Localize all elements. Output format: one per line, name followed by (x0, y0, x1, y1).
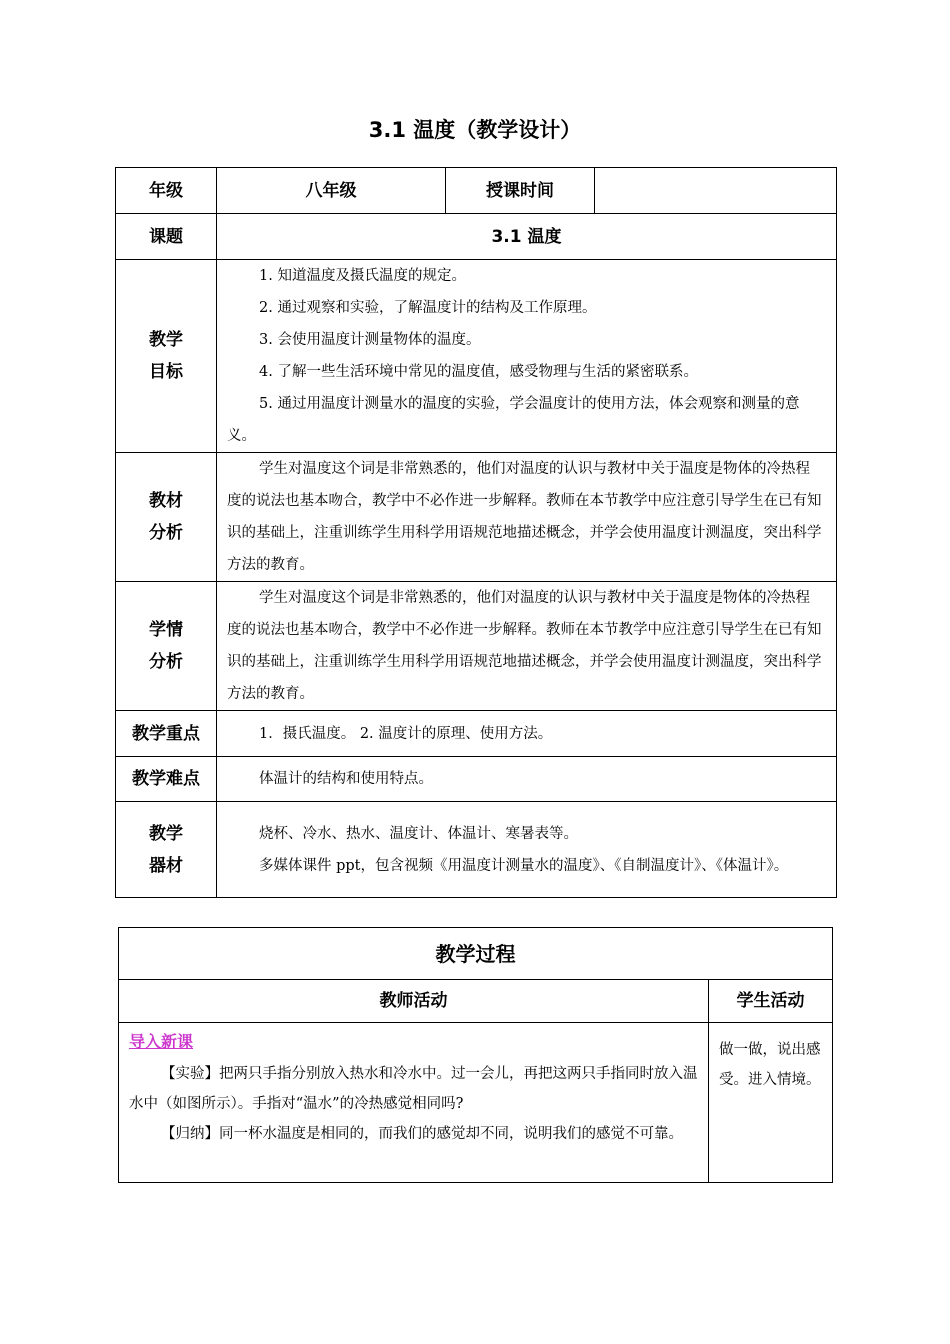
objectives-row (116, 260, 837, 453)
objective-item: 3. 会使用温度计测量物体的温度。 (259, 332, 481, 348)
student-analysis-text: 学生对温度这个词是非常熟悉的，他们对温度的认识与教材中关于温度是物体的冷热程度的说法也基本吻合，教学中不必作进一步解释。教师在本节教学中应注意引导学生在已有知识的基础上，注重训练学生用科学用语规范地描述概念，并学会使用温度计测温度，突出科学方法的教育。 (227, 590, 822, 702)
topic-label: 课题 (116, 214, 217, 260)
teaching-process-table (118, 927, 833, 1183)
grade-label: 年级 (116, 168, 217, 214)
teacher-activity-cell (119, 1023, 709, 1183)
objective-item: 2. 通过观察和实验，了解温度计的结构及工作原理。 (259, 300, 597, 316)
equipment-line: 烧杯、冷水、热水、温度计、体温计、寒暑表等。 (259, 825, 578, 842)
grade-value: 八年级 (217, 168, 446, 214)
student-activity-header: 学生活动 (709, 980, 833, 1023)
material-analysis-text: 学生对温度这个词是非常熟悉的，他们对温度的认识与教材中关于温度是物体的冷热程度的说法也基本吻合，教学中不必作进一步解释。教师在本节教学中应注意引导学生在已有知识的基础上，注重训练学生用科学用语规范地描述概念，并学会使用温度计测温度，突出科学方法的教育。 (227, 461, 822, 573)
equipment-row (116, 802, 837, 898)
grade-row (116, 168, 837, 214)
experiment-text: 【实验】把两只手指分别放入热水和冷水中。过一会儿，再把这两只手指同时放入温水中（如图所示）。手指对“温水”的冷热感觉相同吗? (129, 1066, 698, 1112)
objectives-label: 教学 目标 (116, 260, 217, 453)
key-points-row (116, 711, 837, 757)
student-analysis-label: 学情 分析 (116, 582, 217, 711)
section-title: 导入新课 (129, 1032, 194, 1051)
student-activity-cell (709, 1023, 833, 1183)
material-analysis-label: 教材 分析 (116, 453, 217, 582)
topic-value: 3.1 温度 (217, 214, 837, 260)
topic-row (116, 214, 837, 260)
objective-item: 4. 了解一些生活环境中常见的温度值，感受物理与生活的紧密联系。 (259, 364, 698, 380)
difficulties-text: 体温计的结构和使用特点。 (259, 771, 433, 787)
lesson-info-table (115, 167, 837, 898)
key-points-label: 教学重点 (116, 711, 217, 757)
objectives-content (217, 260, 837, 453)
difficulties-label: 教学难点 (116, 757, 217, 802)
student-activity-text: 做一做，说出感受。进入情境。 (719, 1042, 821, 1088)
student-analysis-row (116, 582, 837, 711)
page-title: 3.1 温度（教学设计） (368, 118, 582, 142)
objective-item: 1. 知道温度及摄氏温度的规定。 (259, 268, 466, 284)
objective-item: 5. 通过用温度计测量水的温度的实验，学会温度计的使用方法，体会观察和测量的意义。 (227, 396, 800, 444)
equipment-label: 教学 器材 (116, 802, 217, 898)
difficulties-row (116, 757, 837, 802)
process-title: 教学过程 (119, 928, 833, 980)
process-title-row (119, 928, 833, 980)
intro-row (119, 1023, 833, 1183)
time-label: 授课时间 (446, 168, 595, 214)
process-header-row (119, 980, 833, 1023)
key-points-text: 1．摄氏温度。 2. 温度计的原理、使用方法。 (259, 725, 553, 742)
material-analysis-row (116, 453, 837, 582)
time-value (595, 168, 837, 214)
equipment-line: 多媒体课件 ppt，包含视频《用温度计测量水的温度》、《自制温度计》、《体温计》。 (259, 857, 789, 874)
conclusion-text: 【归纳】同一杯水温度是相同的，而我们的感觉却不同，说明我们的感觉不可靠。 (161, 1126, 683, 1142)
teacher-activity-header: 教师活动 (119, 980, 709, 1023)
